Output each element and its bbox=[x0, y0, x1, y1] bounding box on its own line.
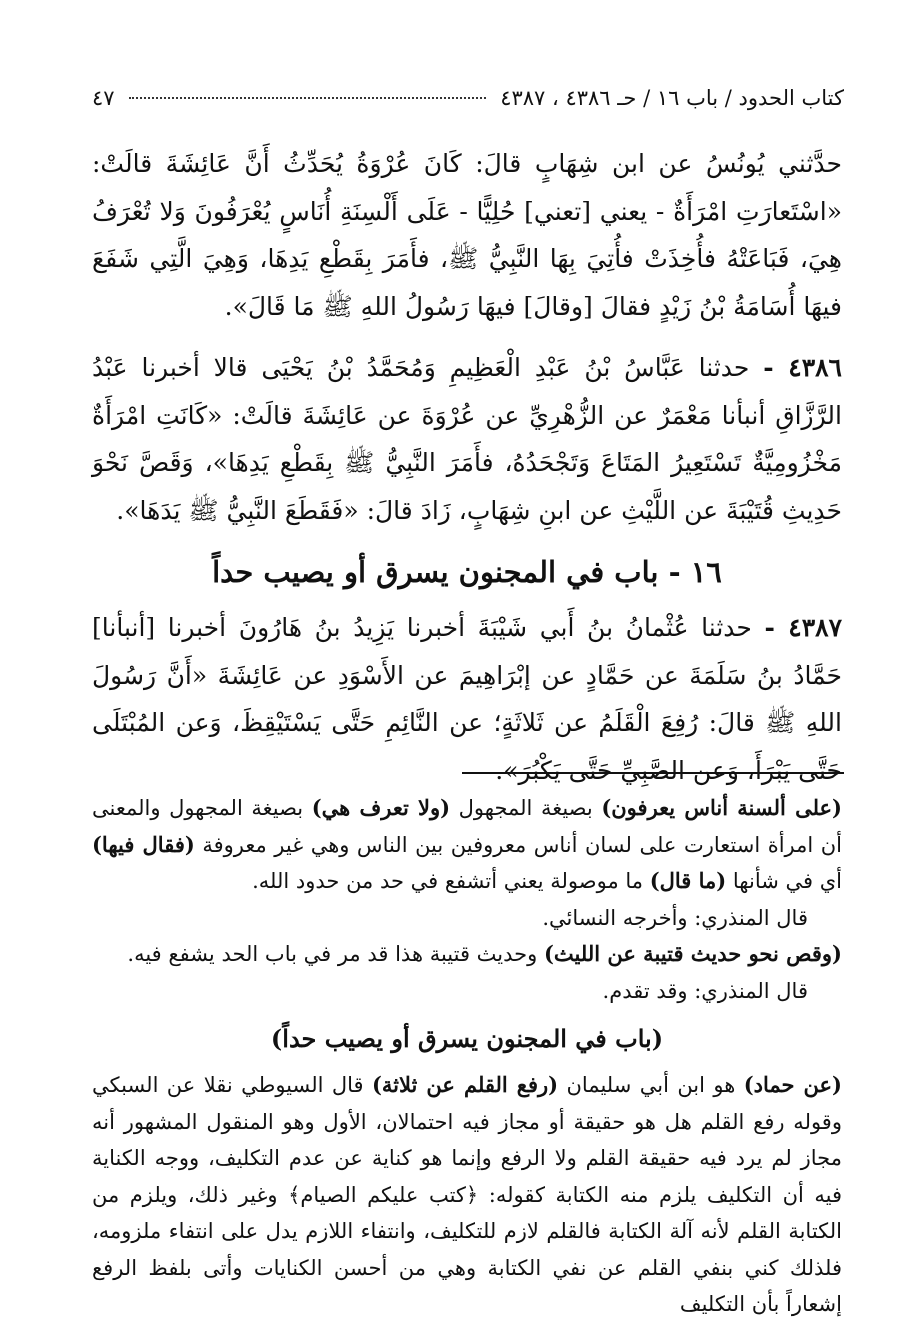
note-text: هو ابن أبي سليمان bbox=[558, 1073, 744, 1097]
note-1 bbox=[92, 790, 842, 900]
note-lemma: (ولا تعرف هي) bbox=[311, 795, 451, 820]
running-title: كتاب الحدود / باب ١٦ / حـ ٤٣٨٦ ، ٤٣٨٧ bbox=[500, 86, 844, 110]
hadith-4387 bbox=[92, 604, 842, 794]
note-lemma: (فقال فيها) bbox=[92, 831, 195, 857]
hadith-4386 bbox=[92, 344, 842, 534]
note-lemma: (عن حماد) bbox=[743, 1072, 842, 1097]
note-lemma: (رفع القلم عن ثلاثة) bbox=[371, 1072, 559, 1097]
note-text: بصيغة المجهول والمعنى أن امرأة استعارت على لسان أناس معروفين بين الناس وهي غير معروفة bbox=[92, 796, 842, 857]
footnote-divider bbox=[462, 772, 844, 774]
page-number: ٤٧ bbox=[92, 86, 115, 110]
note-text: ما موصولة يعني أتشفع في حد من حدود الله. bbox=[252, 869, 650, 893]
leader-dots bbox=[129, 97, 487, 99]
note-3 bbox=[92, 1067, 842, 1323]
note-text: قال السيوطي نقلا عن السبكي وقوله رفع القلم هل هو حقيقة أو مجاز فيه احتمالان، الأول وهو المنقول المشهور أنه مجاز لم يرد فيه حقيقة القلم ولا الرفع وإنما هو كناية عن عدم التكليف، ووجه الكناية فيه أن التكليف يلزم منه الكتابة كقوله: ﴿كتب عليكم الصيام﴾ وغير ذلك، ويلزم من الكتابة القلم لأنه آلة الكتابة فالقلم لازم للتكليف، وانتفاء اللازم يدل على انتفاء ملزومه، فلذلك كني بنفي القلم عن نفي الكتابة وهي من أحسن الكنايات وأتى بلفظ الرفع إشعاراً بأن التكليف bbox=[92, 1073, 842, 1316]
hadith-continuation: حدَّثني يُونُسُ عن ابن شِهَابٍ قالَ: كَانَ عُرْوَةُ يُحَدِّثُ أَنَّ عَائِشَةَ قالَتْ: «اسْتَعارَتِ امْرَأَةٌ - يعني [تعني] حُلِيًّا - عَلَى أَلْسِنَةِ أُنَاسٍ يُعْرَفُونَ وَلا تُعْرَفُ هِيَ، فَبَاعَتْهُ فأُخِذَتْ فأُتِيَ بِهَا النَّبِيُّ ﷺ، فأَمَرَ بِقَطْعِ يَدِهَا، وَهِيَ الَّتِي شَفَعَ فيهَا أُسَامَةُ بْنُ زَيْدٍ فقالَ [وقالَ] فيهَا رَسُولُ اللهِ ﷺ مَا قَالَ». bbox=[92, 149, 842, 321]
note-lemma: (ما قال) bbox=[649, 868, 727, 893]
note-text: أي في شأنها bbox=[726, 869, 842, 893]
hadith-number: ٤٣٨٧ - bbox=[764, 613, 842, 642]
hadith-text: حدثنا عَبَّاسُ بْنُ عَبْدِ الْعَظِيمِ وَمُحَمَّدُ بْنُ يَحْيَى قالا أخبرنا عَبْدُ الرَّزَّاقِ أنبأنا مَعْمَرٌ عن الزُّهْرِيِّ عن عُرْوَةَ عن عَائِشَةَ قالَتْ: «كَانَتِ امْرَأَةٌ مَخْزُومِيَّةٌ تَسْتَعِيرُ المَتَاعَ وَتَجْحَدُهُ، فأَمَرَ النَّبِيُّ ﷺ بِقَطْعِ يَدِهَا»، وَقَصَّ نَحْوَ حَدِيثِ قُتَيْبَةَ عن اللَّيْثِ عن ابنِ شِهَابٍ، زَادَ قالَ: «فَقَطَعَ النَّبِيُّ ﷺ يَدَهَا». bbox=[92, 353, 842, 525]
commentary-chapter-heading: (باب في المجنون يسرق أو يصيب حداً) bbox=[270, 1024, 664, 1053]
hadith-text: حدثنا عُثْمانُ بنُ أَبي شَيْبَةَ أخبرنا يَزِيدُ بنُ هَارُونَ أخبرنا [أنبأنا] حَمَّادُ بنُ سَلَمَةَ عن حَمَّادٍ عن إبْرَاهِيمَ عن الأَسْوَدِ عن عَائِشَةَ «أَنَّ رَسُولَ اللهِ ﷺ قالَ: رُفِعَ الْقَلَمُ عن ثَلاثَةٍ؛ عن النَّائِمِ حَتَّى يَسْتَيْقِظَ، وَعن المُبْتَلَى حَتَّى يَبْرَأَ، وَعن الصَّبِيِّ حَتَّى يَكْبُرَ». bbox=[92, 613, 842, 785]
note-lemma: (وقص نحو حديث قتيبة عن الليث) bbox=[543, 941, 842, 966]
note-text: وحديث قتيبة هذا قد مر في باب الحد يشفع فيه. bbox=[127, 942, 544, 966]
commentary bbox=[92, 790, 842, 1323]
main-text bbox=[92, 140, 842, 794]
note-lemma: (على ألسنة أناس يعرفون) bbox=[601, 795, 842, 820]
note-2 bbox=[92, 936, 842, 973]
chapter-heading: ١٦ - باب في المجنون يسرق أو يصيب حداً bbox=[212, 555, 722, 589]
note-text: بصيغة المجهول bbox=[450, 796, 602, 820]
note-mundhiri-1: قال المنذري: وأخرجه النسائي. bbox=[542, 905, 808, 930]
hadith-number: ٤٣٨٦ - bbox=[763, 353, 842, 382]
note-mundhiri-2: قال المنذري: وقد تقدم. bbox=[602, 978, 808, 1003]
running-header bbox=[92, 86, 844, 110]
